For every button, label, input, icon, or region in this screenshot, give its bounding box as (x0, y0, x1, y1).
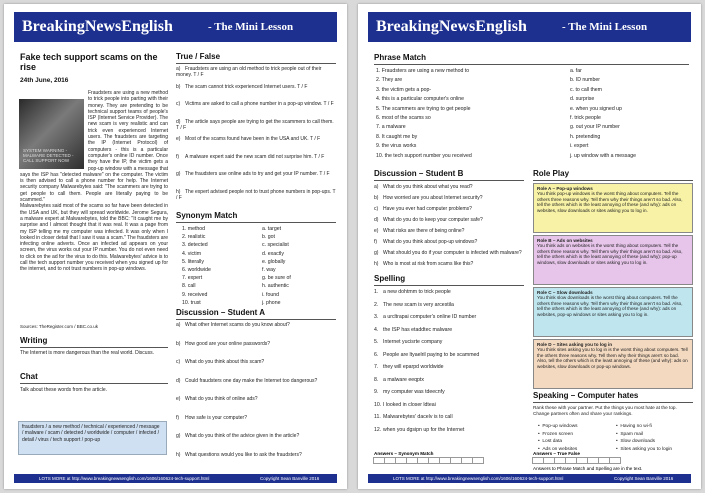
speaking-item (616, 432, 643, 437)
footer-link[interactable]: LOTS MORE at http://www.breakingnewsenglish.com/1606/160624-tech-support.html (39, 476, 210, 481)
synonym-right-word: d. exactly (262, 250, 284, 257)
speaking-item-text: Frozen screen (542, 431, 574, 437)
discussion-a-question-marker: g) (176, 433, 181, 439)
spelling-item-text: I looked in closer ldteai (383, 401, 436, 408)
discussion-a-question (176, 322, 336, 328)
true-false-item-marker: h) (176, 188, 181, 195)
true-false-item-text: A malware expert said the new scam did not surprise him. T / F (185, 153, 325, 160)
discussion-b-question (374, 261, 524, 267)
spelling-item (374, 327, 524, 333)
page-2-banner (368, 12, 691, 42)
synonym-left-word: 4. victim (182, 250, 202, 257)
discussion-a-question-text: What questions would you like to ask the fraudsters? (185, 451, 302, 458)
phrase-left-item: 2. They are (376, 77, 403, 84)
spelling-item-text: a urcltrapai computer's online ID number (383, 314, 477, 320)
spelling-item-text: a malware eeqptx (383, 376, 424, 383)
article-paragraph-1: Fraudsters are using a new method to trick people into parting with their money. They are pretending to be technical support teams of people's ISP (Internet Service Provider). The new scam is very realistic and can trick even experienced Internet users. The fraudsters are targeting the IP (Internet Protocol) of computers - this is a particular computer's online ID number. Once they have the IP, the victim gets a pop-up window with a message that says the ISP has "detected malware" on the computer. The victim is then advised to call a phone number for help. The Internet security company Malwarebytes said: "The scammers are trying to get people to call them. People are literally paying to be scammed." (20, 90, 168, 204)
phrase-left-item: 4. this is a particular computer's online (376, 96, 465, 103)
discussion-a-question-marker: f) (176, 414, 180, 421)
chat-prompt: Talk about these words from the article. (20, 387, 107, 393)
synonym-right-word: g. be sure of (262, 275, 291, 282)
speaking-item-text: Ads on websites (542, 446, 578, 452)
synonym-left-word: 1. method (182, 226, 206, 232)
discussion-a-title: Discussion – Student A (176, 308, 266, 317)
role-play-title: Role Play (533, 169, 570, 178)
discussion-b-question (374, 250, 524, 256)
divider (20, 383, 168, 384)
divider (533, 180, 693, 181)
answers-tf-title: Answers – True False (533, 451, 580, 456)
phrase-right-item: d. surprise (570, 96, 595, 103)
true-false-item-text: Most of the scams found have been in the USA and UK. T / F (185, 136, 321, 142)
divider (20, 347, 168, 348)
speaking-item (538, 432, 573, 437)
answers-tf-grid (533, 457, 621, 464)
synonym-left-word: 5. literally (182, 258, 204, 265)
role-card-text: You think slow downloads is the worst thing about computers. Tell the others three reasons why. Tell them why their things aren't so bad. Also, tell the others which is the least annoying of these (and why): ads on websites, pop-up windows or sites asking you to log in. (537, 295, 683, 317)
discussion-b-question-marker: f) (374, 239, 378, 245)
true-false-item-text: The article says people are trying to get the scammers to call them. T / F (176, 118, 334, 131)
answers-note: Answers to Phrase Match and Spelling are in the text. (533, 466, 643, 471)
discussion-b-title: Discussion – Student B (374, 169, 464, 178)
phrase-left-item: 10. the tech support number you received (376, 152, 472, 159)
discussion-b-question (374, 206, 524, 212)
footer-copyright: Copyright Sean Banville 2016 (614, 476, 674, 481)
discussion-a-question-text: How safe is your computer? (185, 414, 247, 421)
spelling-item (374, 389, 524, 395)
discussion-b-question-marker: e) (374, 228, 379, 234)
true-false-item-marker: e) (176, 136, 181, 142)
true-false-item (176, 119, 336, 132)
synonym-right-word: f. way (262, 267, 276, 273)
speaking-item-text: Spam mail (620, 431, 644, 437)
phrase-left-item: 8. It caught me by (376, 133, 418, 140)
article-headline: Fake tech support scams on the rise (20, 52, 158, 72)
spelling-item-text: a new dohtmm to trick people (383, 289, 451, 295)
brand-title: BreakingNewsEnglish (376, 18, 527, 35)
speaking-item (616, 424, 652, 429)
true-false-item (176, 136, 336, 142)
bullet-icon: • (538, 446, 543, 452)
discussion-b-question-text: What risks are there of being online? (383, 228, 465, 234)
role-card-title: Role C – Slow downloads (537, 290, 593, 295)
spelling-item (374, 289, 524, 295)
bullet-icon: • (538, 439, 543, 444)
discussion-a-question-marker: b) (176, 340, 181, 347)
phrase-left-item: 6. most of the scams so (376, 115, 431, 121)
discussion-b-question-marker: g) (374, 250, 379, 256)
spelling-item (374, 377, 524, 383)
synonym-right-word: i. found (262, 291, 280, 298)
spelling-item-marker: 2. (374, 301, 379, 308)
discussion-b-question-text: Have you ever had computer problems? (383, 206, 472, 212)
speaking-item (538, 424, 578, 429)
writing-title: Writing (20, 336, 48, 345)
synonym-right-word: j. phone (262, 299, 281, 306)
divider (176, 319, 336, 320)
spelling-item-marker: 1. (374, 289, 379, 295)
discussion-b-question-text: What do you think about what you read? (383, 184, 473, 190)
discussion-b-question (374, 228, 524, 234)
true-false-item (176, 154, 336, 160)
discussion-a-question-marker: e) (176, 396, 181, 402)
spelling-item-marker: 8. (374, 376, 379, 383)
discussion-a-question-marker: c) (176, 359, 181, 365)
phrase-right-item: g. out your IP number (570, 124, 620, 131)
chat-word-list: fraudsters / a new method / technical / experienced / message / malware / scam / detected / worldwide / computer / infected / detail / virus / tech support / pop-up (22, 424, 160, 443)
discussion-b-question-marker: h) (374, 261, 379, 267)
speaking-item (538, 439, 562, 444)
role-card-title: Role D – Sites asking you to log in (537, 342, 613, 347)
bullet-icon: • (616, 446, 621, 452)
role-card (533, 287, 693, 337)
phrase-left-item: 5. The scammers are trying to get people (376, 105, 471, 112)
speaking-item-text: Having no wi-fi (620, 424, 652, 429)
phrase-right-item: b. ID number (570, 77, 600, 84)
spelling-item (374, 427, 524, 433)
discussion-b-question-marker: c) (374, 206, 379, 212)
discussion-b-question (374, 239, 524, 245)
speaking-item-text: Pop-up windows (542, 424, 578, 429)
photo-spacer (20, 90, 88, 170)
speaking-item (616, 447, 672, 452)
true-false-item (176, 84, 336, 90)
synonym-left-word: 2. realistic (182, 234, 206, 241)
divider (176, 63, 336, 64)
true-false-title: True / False (176, 52, 221, 61)
true-false-item-marker: g) (176, 171, 181, 177)
discussion-a-question (176, 433, 336, 439)
spelling-item-marker: 7. (374, 364, 379, 370)
discussion-a-question-text: Could fraudsters one day make the Internet too dangerous? (185, 377, 318, 384)
synonym-right-word: c. specialist (262, 242, 289, 249)
synonym-right-word: h. authentic (262, 283, 289, 290)
discussion-b-question-marker: a) (374, 184, 379, 190)
spelling-item-marker: 4. (374, 326, 379, 333)
brand-title: BreakingNewsEnglish (22, 18, 173, 35)
page-1-footer (14, 474, 337, 483)
divider (176, 222, 336, 223)
phrase-right-item: i. expert (570, 143, 589, 150)
speaking-item (538, 447, 577, 452)
spelling-item (374, 339, 524, 345)
role-card-title: Role A – Pop-up windows (537, 186, 593, 191)
article-date: 24th June, 2016 (20, 77, 69, 84)
discussion-a-question-text: What do you think of online ads? (185, 396, 258, 402)
footer-copyright: Copyright Sean Banville 2016 (260, 476, 320, 481)
divider (374, 64, 689, 65)
role-card-title: Role B – Ads on websites (537, 238, 593, 243)
discussion-a-question-marker: d) (176, 377, 181, 384)
discussion-b-question-text: How worried are you about Internet security? (383, 195, 483, 201)
brand-subtitle: - The Mini Lesson (562, 21, 648, 33)
divider (533, 402, 693, 403)
discussion-a-question-marker: h) (176, 451, 181, 458)
synonym-left-word: 10. trust (182, 299, 201, 306)
discussion-b-question-text: Who is most at risk from scams like this? (383, 261, 474, 267)
footer-link[interactable]: LOTS MORE at http://www.breakingnewsenglish.com/1606/160624-tech-support.html (393, 476, 564, 481)
discussion-a-question (176, 378, 336, 384)
true-false-item-text: The expert advised people not to trust phone numbers in pop-ups. T / F (176, 188, 336, 201)
speaking-item-text: Slow downloads (620, 439, 656, 444)
discussion-b-question-text: What do you do to keep your computer safe? (383, 217, 483, 223)
page-2-footer (368, 474, 691, 483)
discussion-a-question-text: What do you think about this scam? (185, 359, 265, 365)
discussion-b-question-marker: b) (374, 195, 379, 201)
spelling-item-marker: 9. (374, 389, 379, 395)
speaking-item-text: Sites asking you to login (620, 446, 673, 452)
bullet-icon: • (616, 431, 621, 437)
discussion-a-question-text: What other Internet scams do you know about? (185, 322, 290, 328)
spelling-item-marker: 5. (374, 339, 379, 345)
spelling-item-text: Internet yucisrte company (383, 339, 443, 345)
answers-synonym-grid (374, 457, 484, 464)
true-false-item (176, 66, 336, 79)
bullet-icon: • (616, 439, 621, 444)
synonym-right-word: b. got (262, 234, 275, 241)
synonym-right-word: e. globally (262, 258, 286, 265)
spelling-item-text: Malwarebytes' dacelv is to call (383, 414, 453, 420)
spelling-item-marker: 12. (374, 426, 382, 433)
speaking-item-text: Lost data (542, 439, 563, 444)
true-false-item-text: The fraudsters use online ads to try and get your IP number. T / F (185, 171, 330, 177)
spelling-item (374, 402, 524, 408)
true-false-item-marker: c) (176, 101, 181, 107)
spelling-item-text: People are ltyaelril paying to be scammed (383, 351, 480, 358)
synonym-left-word: 6. worldwide (182, 267, 211, 273)
true-false-item (176, 101, 336, 107)
true-false-item-marker: f) (176, 153, 180, 160)
bullet-icon: • (538, 431, 543, 437)
true-false-item-text: Fraudsters are using an old method to trick people out of their money. T / F (176, 66, 322, 79)
spelling-item-marker: 6. (374, 351, 379, 358)
true-false-item (176, 189, 336, 202)
phrase-right-item: f. trick people (570, 115, 601, 121)
spelling-item-text: they will eparpd worldwide (383, 364, 444, 370)
chat-title: Chat (20, 372, 38, 381)
article-text (20, 90, 168, 322)
phrase-right-item: a. far (570, 68, 582, 74)
true-false-item-marker: d) (176, 118, 181, 125)
phrase-right-item: j. up window with a message (570, 152, 637, 159)
role-card (533, 235, 693, 285)
discussion-a-question (176, 452, 336, 458)
discussion-b-question-text: What should you do if your computer is infected with malware? (383, 250, 522, 256)
synonym-match-title: Synonym Match (176, 211, 238, 220)
role-card-text: You think sites asking you to log in is the worst thing about computers. Tell the others three reasons why. Tell them why their things aren't so bad. Also, tell the others which is the least annoying of these (and why): ads on websites, slow downloads or pop-up windows. (537, 347, 688, 369)
synonym-left-word: 9. received (182, 291, 208, 298)
role-card (533, 339, 693, 389)
article-sources: Sources: TheRegister.com / BBC.co.uk (20, 324, 98, 329)
phrase-match-title: Phrase Match (374, 53, 427, 62)
page-1-banner (14, 12, 337, 42)
spelling-item-text: when you dgsipn up for the Internet (383, 426, 465, 433)
discussion-b-question-marker: d) (374, 217, 379, 223)
phrase-right-item: e. when you signed up (570, 105, 622, 112)
spelling-item-marker: 11. (374, 414, 381, 420)
spelling-item-text: The new scam is very arcestila (383, 301, 454, 308)
speaking-prompt: Rank these with your partner. Put the things you most hate at the top. Change partners often and share your rankings. (533, 405, 677, 416)
spelling-item (374, 352, 524, 358)
spelling-item (374, 302, 524, 308)
spelling-title: Spelling (374, 274, 406, 283)
spelling-item-marker: 3. (374, 314, 379, 320)
true-false-item-marker: b) (176, 83, 181, 90)
true-false-item-text: Victims are asked to call a phone number in a pop-up window. T / F (185, 101, 334, 107)
bullet-icon: • (538, 424, 543, 429)
spelling-item (374, 414, 524, 420)
phrase-left-item: 9. the virus works (376, 143, 417, 150)
synonym-right-word: a. target (262, 226, 282, 232)
spelling-item-marker: 10. (374, 401, 382, 408)
answers-synonym-title: Answers – Synonym Match (374, 451, 434, 456)
spelling-item-text: the ISP has etaddtec malware (383, 326, 453, 333)
discussion-a-question-text: What do you think of the advice given in the article? (185, 433, 300, 439)
worksheet-page-2 (358, 4, 701, 489)
discussion-b-question (374, 184, 524, 190)
speaking-item (616, 439, 655, 444)
true-false-item-marker: a) (176, 66, 181, 72)
true-false-item (176, 171, 336, 177)
spelling-item-text: my computer was tdeecnfy (383, 389, 445, 395)
role-card (533, 183, 693, 233)
discussion-a-question-text: How good are your online passwords? (185, 340, 271, 347)
synonym-left-word: 3. detected (182, 242, 208, 249)
phrase-left-item: 1. Fraudsters are using a new method to (376, 68, 470, 74)
phrase-right-item: c. to call them (570, 86, 603, 93)
discussion-a-question (176, 396, 336, 402)
discussion-a-question (176, 359, 336, 365)
phrase-left-item: 3. the victim gets a pop- (376, 86, 432, 93)
role-card-text: You think ads on websites is the worst thing about computers. Tell the others three reasons why. Tell them why their things aren't so bad. Also, tell the others which is the least annoying of these (and why): pop-up windows, slow downloads or sites asking you to log in. (537, 243, 683, 265)
phrase-left-item: 7. a malware (376, 124, 406, 131)
worksheet-page-1 (4, 4, 347, 489)
photo-caption: SYSTEM WARNING - MALWARE DETECTED - CALL SUPPORT NOW (23, 148, 74, 163)
discussion-b-question (374, 195, 524, 201)
discussion-b-question-text: What do you think about pop-up windows? (383, 239, 478, 245)
true-false-item-text: The scam cannot trick experienced Internet users. T / F (185, 83, 308, 90)
speaking-title: Speaking – Computer hates (533, 391, 639, 400)
spelling-item (374, 364, 524, 370)
chat-word-box (18, 421, 167, 455)
bullet-icon: • (616, 424, 621, 429)
discussion-a-question (176, 415, 336, 421)
writing-prompt: The Internet is more dangerous than the real world. Discuss. (20, 350, 154, 356)
role-card-text: You think pop-up windows is the worst thing about computers. Tell the others three reasons why. Tell them why their things aren't so bad. Also, tell the others which is the least annoying of these (and why): ads on websites, slow downloads or sites asking you to log in. (537, 191, 683, 213)
discussion-b-question (374, 217, 524, 223)
article-paragraph-2: Malwarebytes said most of the scams so far have been detected in the USA and UK, but they will spread worldwide. Jerome Segura, a malware expert at Malwarebytes, told the BBC: "It caught me by surprise and I almost thought that it was real. It was a page from my ISP telling me my computer was infected. It was only when I looked in closer detail that I saw it was a scam." The fraudsters are infecting online adverts. Once an infected ad appears on your screen, the virus works out your IP number. You do not even need to click on the ad for the virus to do this. Malwarebytes' advice is to call the tech support number you received when you signed up for the internet, and to not trust numbers in pop-up windows. (20, 203, 168, 273)
phrase-right-item: h. pretending (570, 133, 601, 140)
discussion-a-question-marker: a) (176, 322, 181, 328)
brand-subtitle: - The Mini Lesson (208, 21, 294, 33)
synonym-left-word: 7. expert (182, 275, 203, 282)
spelling-item (374, 314, 524, 320)
divider (374, 285, 524, 286)
divider (374, 180, 524, 181)
synonym-left-word: 8. call (182, 283, 196, 290)
discussion-a-question (176, 341, 336, 347)
